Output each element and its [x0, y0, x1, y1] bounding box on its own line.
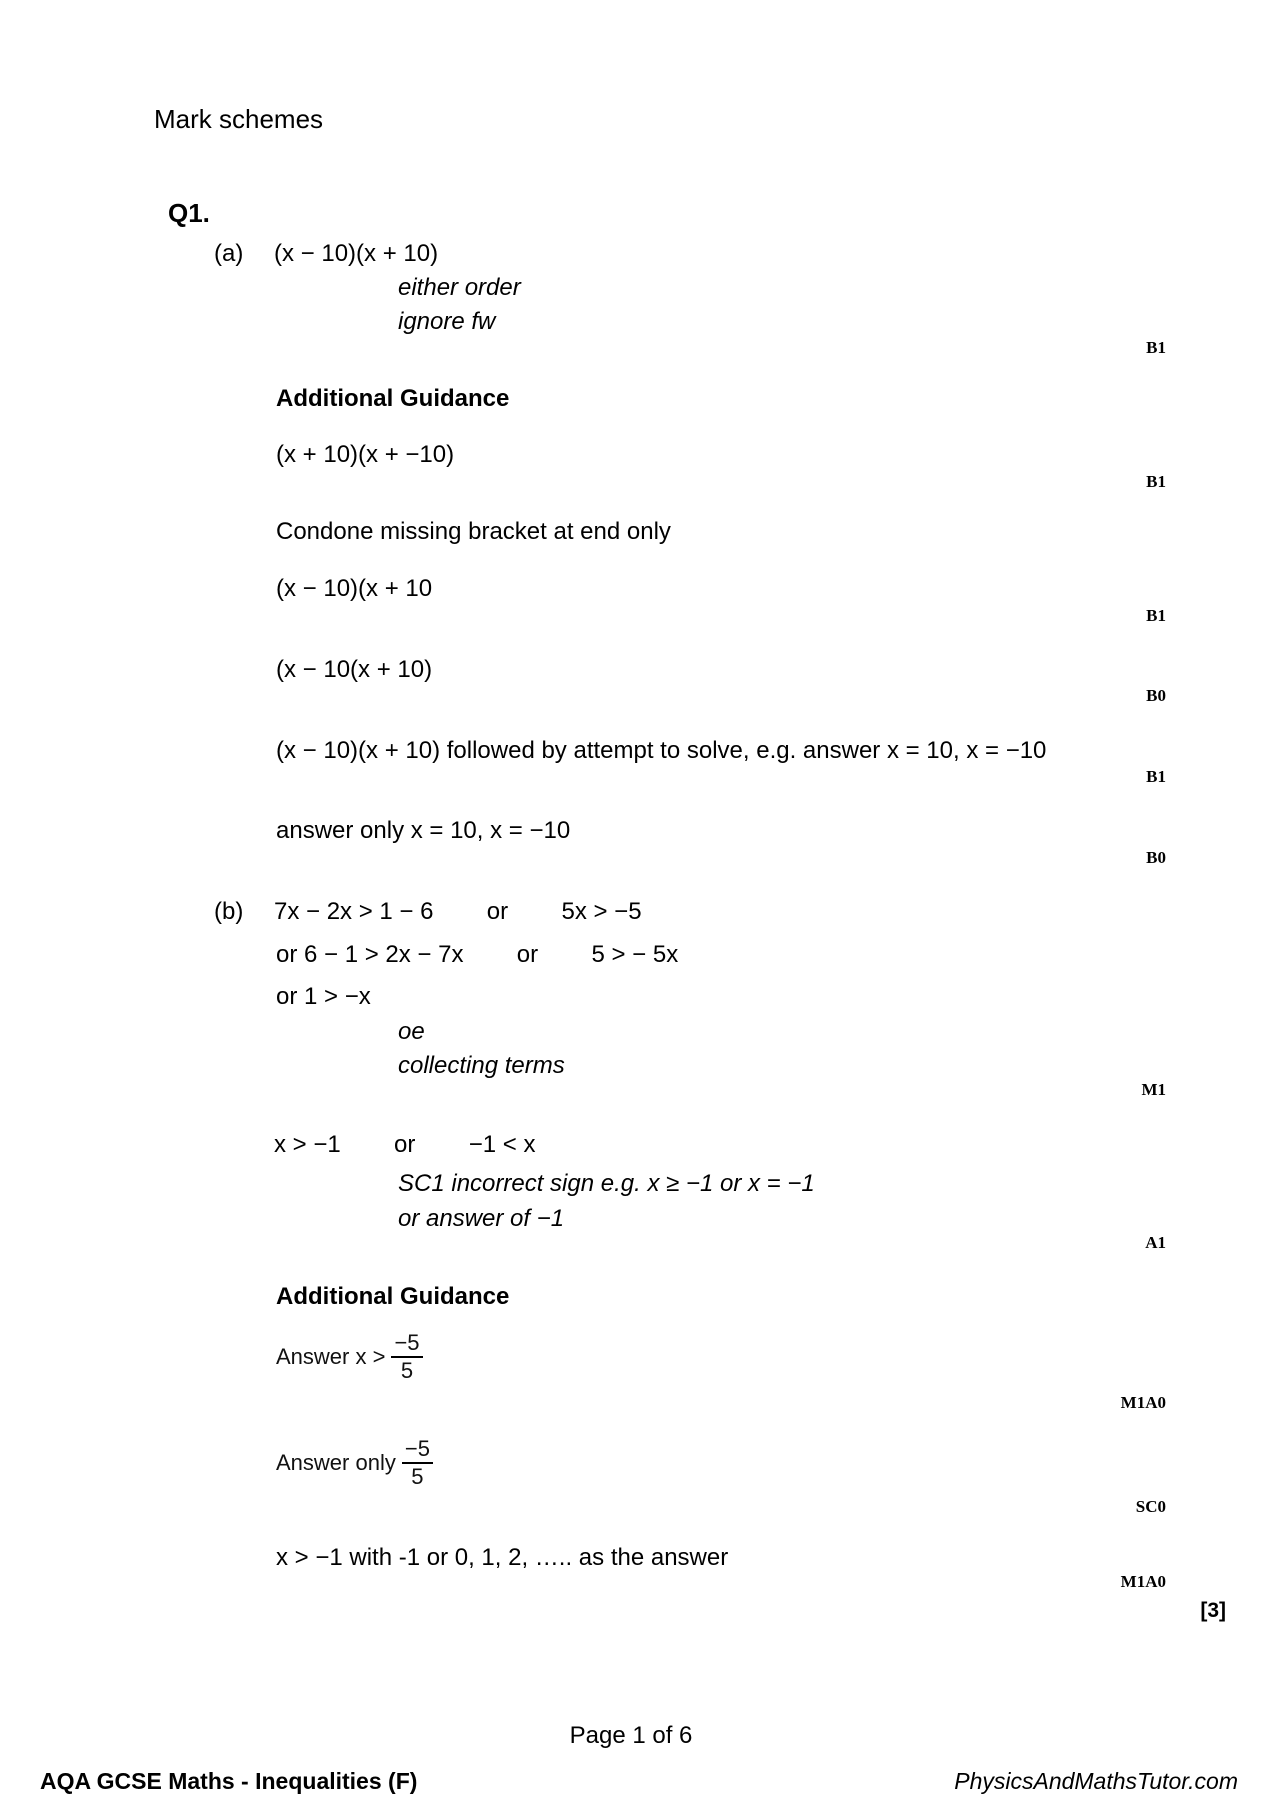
part-a-guidance-mark: B1 [1146, 606, 1166, 625]
page-title: Mark schemes [154, 104, 324, 134]
part-b-guidance-answer-1 [276, 1330, 423, 1384]
part-a-guidance-row: (x − 10)(x + 10 [276, 575, 433, 602]
part-b-note-1: oe [398, 1018, 425, 1045]
part-a-answer: (x − 10)(x + 10) [274, 240, 439, 267]
page-number: Page 1 of 6 [569, 1722, 693, 1749]
guidance-1-prefix: Answer x > [276, 1344, 386, 1369]
fraction-denominator: 5 [411, 1464, 424, 1489]
question-label: Q1. [168, 198, 210, 228]
part-a-guidance-mark: B0 [1146, 848, 1166, 867]
guidance-2-prefix: Answer only [276, 1450, 396, 1475]
part-b-line-1: 7x − 2x > 1 − 6 or 5x > −5 [274, 898, 642, 925]
part-a-guidance-row: (x − 10(x + 10) [276, 656, 433, 683]
guidance-2-fraction [402, 1436, 433, 1490]
part-a-guidance-heading: Additional Guidance [276, 385, 510, 412]
footer-title: AQA GCSE Maths - Inequalities (F) [40, 1768, 418, 1794]
part-a-label: (a) [214, 240, 244, 267]
part-a-guidance-mark: B0 [1146, 686, 1166, 705]
part-b-note-2: collecting terms [398, 1052, 565, 1079]
fraction-numerator: −5 [391, 1330, 422, 1358]
part-b-note-3: SC1 incorrect sign e.g. x ≥ −1 or x = −1 [398, 1170, 815, 1197]
part-b-line-2: or 6 − 1 > 2x − 7x or 5 > − 5x [276, 941, 679, 968]
part-a-note-2: ignore fw [398, 308, 496, 335]
part-a-guidance-row: (x − 10)(x + 10) followed by attempt to solve, e.g. answer x = 10, x = −10 [276, 737, 1047, 764]
part-a-note-1: either order [398, 274, 521, 301]
guidance-1-fraction [391, 1330, 422, 1384]
part-b-line-4: x > −1 or −1 < x [274, 1131, 536, 1158]
part-a-guidance-mark: B1 [1146, 767, 1166, 786]
fraction-denominator: 5 [400, 1358, 414, 1383]
part-a-guidance-row: answer only x = 10, x = −10 [276, 817, 571, 844]
part-a-guidance-mark: B1 [1146, 472, 1166, 491]
part-b-guidance-mark-1: M1A0 [1120, 1393, 1166, 1412]
part-b-guidance-mark-2: SC0 [1135, 1497, 1166, 1516]
part-b-line-3: or 1 > −x [276, 983, 371, 1010]
part-b-guidance-row-3: x > −1 with -1 or 0, 1, 2, ….. as the answer [276, 1544, 729, 1571]
fraction-numerator: −5 [402, 1436, 433, 1464]
part-a-mark: B1 [1146, 338, 1166, 357]
part-b-guidance-mark-3: M1A0 [1120, 1572, 1166, 1591]
question-total-marks: [3] [1200, 1599, 1226, 1622]
part-b-label: (b) [214, 898, 244, 925]
part-b-guidance-heading: Additional Guidance [276, 1283, 510, 1310]
part-b-mark-2: A1 [1145, 1233, 1166, 1252]
footer-site: PhysicsAndMathsTutor.com [954, 1768, 1238, 1794]
part-a-guidance-row: (x + 10)(x + −10) [276, 441, 455, 468]
part-b-guidance-answer-2 [276, 1436, 433, 1490]
part-b-mark-1: M1 [1141, 1080, 1166, 1099]
part-a-guidance-row: Condone missing bracket at end only [276, 518, 671, 545]
part-b-note-4: or answer of −1 [398, 1205, 565, 1232]
